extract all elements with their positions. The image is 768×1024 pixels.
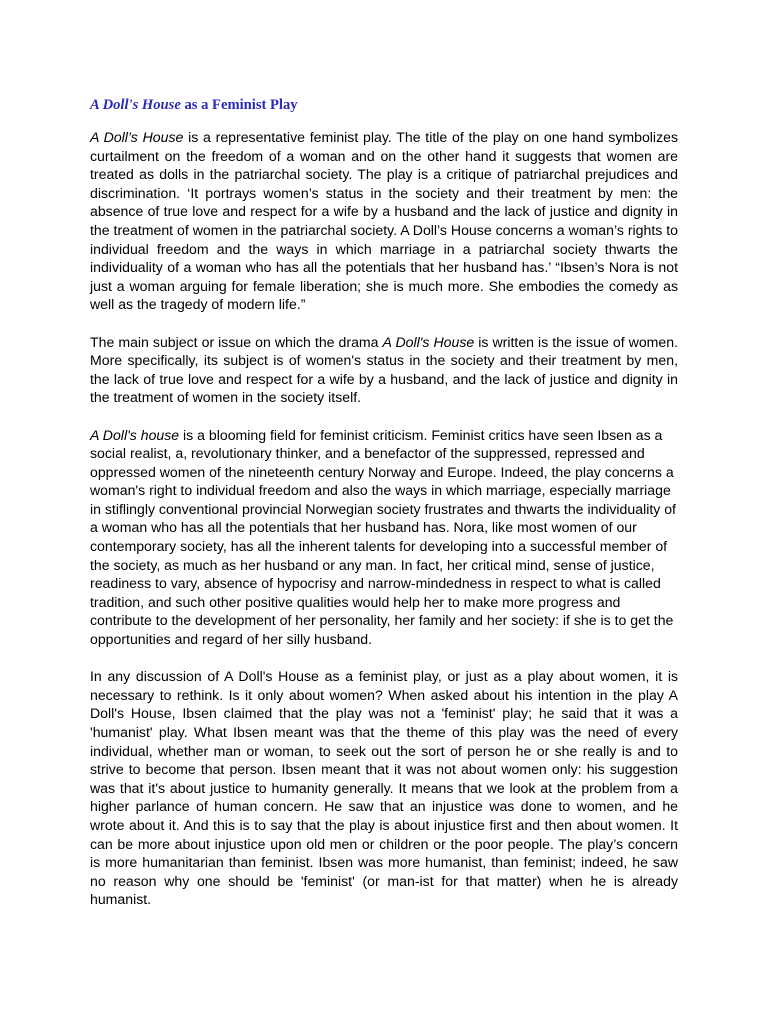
paragraph-4-text: In any discussion of A Doll's House as a feminist play, or just as a play about women, it is necessary to rethink. Is it only about women? When asked about his intention in the play A Doll's House, Ibsen claimed that the play was not a 'feminist' play; he said that it was a 'humanist' play. What Ibsen meant was that the theme of this play was the need of every individual, whether man or woman, to seek out the sort of person he or she really is and to strive to become that person. Ibsen meant that it was not about women only: his suggestion was that it's about justice to humanity generally. It means that we look at the problem from a higher parlance of human concern. He saw that an injustice was done to women, and he wrote about it. And this is to say that the play is about injustice first and then about women. It can be more about injustice upon old men or children or the poor people. The play’s concern is more humanitarian than feminist. Ibsen was more humanist, than feminist; indeed, he saw no reason why one should be 'feminist' (or man-ist for that matter) when he is already humanist. — [90, 668, 678, 908]
paragraph-3-lead-italic: A Doll's house — [90, 426, 180, 443]
paragraph-3 — [90, 426, 678, 649]
paragraph-2-before: The main subject or issue on which the drama — [90, 333, 383, 350]
document-page — [90, 96, 678, 928]
paragraph-2-italic: A Doll's House — [382, 333, 475, 350]
paragraph-1-text: is a representative feminist play. The title of the play on one hand symbolizes curtailment on the freedom of a woman and on the other hand it suggests that women are treated as dolls in the patriarchal society. The play is a critique of patriarchal prejudices and discrimination. ‘It portrays women’s status in the society and their treatment by men: the absence of true love and respect for a wife by a husband and the lack of justice and dignity in the treatment of women in the patriarchal society. A Doll’s House concerns a woman’s rights to individual freedom and the ways in which marriage in a patriarchal society thwarts the individuality of a woman who has all the potentials that her husband has.’ “Ibsen’s Nora is not just a woman arguing for female liberation; she is much more. She embodies the comedy as well as the tragedy of modern life.” — [90, 129, 678, 313]
paragraph-1-lead-italic: A Doll’s House — [90, 129, 184, 145]
paragraph-3-text: is a blooming field for feminist criticism. Feminist critics have seen Ibsen as a social realist, a, revolutionary thinker, and a benefactor of the suppressed, repressed and oppressed women of the nineteenth century Norway and Europe. Indeed, the play concerns a woman's right to individual freedom and also the ways in which marriage, especially marriage in stiflingly conventional provincial Norwegian society frustrates and thwarts the individuality of a woman who has all the potentials that her husband has. Nora, like most women of our contemporary society, has all the inherent talents for developing into a successful member of the society, as much as her husband or any man. In fact, her critical mind, sense of justice, readiness to vary, absence of hypocrisy and narrow-mindedness in respect to what is called tradition, and such other positive qualities would help her to make more progress and contribute to the development of her personality, her family and her society: if she is to get the opportunities and regard of her silly husband. — [90, 426, 676, 648]
paragraph-1 — [90, 128, 678, 314]
document-title — [90, 96, 678, 114]
paragraph-4 — [90, 667, 678, 909]
paragraph-2 — [90, 333, 678, 407]
paragraph-2-after: is written is the issue of women. More specifically, its subject is of women's status in the society and their treatment by men, the lack of true love and respect for a wife by a husband, and the lack of justice and dignity in the treatment of women in the society itself. — [90, 333, 678, 406]
title-rest-part: as a Feminist Play — [180, 97, 298, 113]
title-italic-part: A Doll's House — [90, 97, 181, 113]
